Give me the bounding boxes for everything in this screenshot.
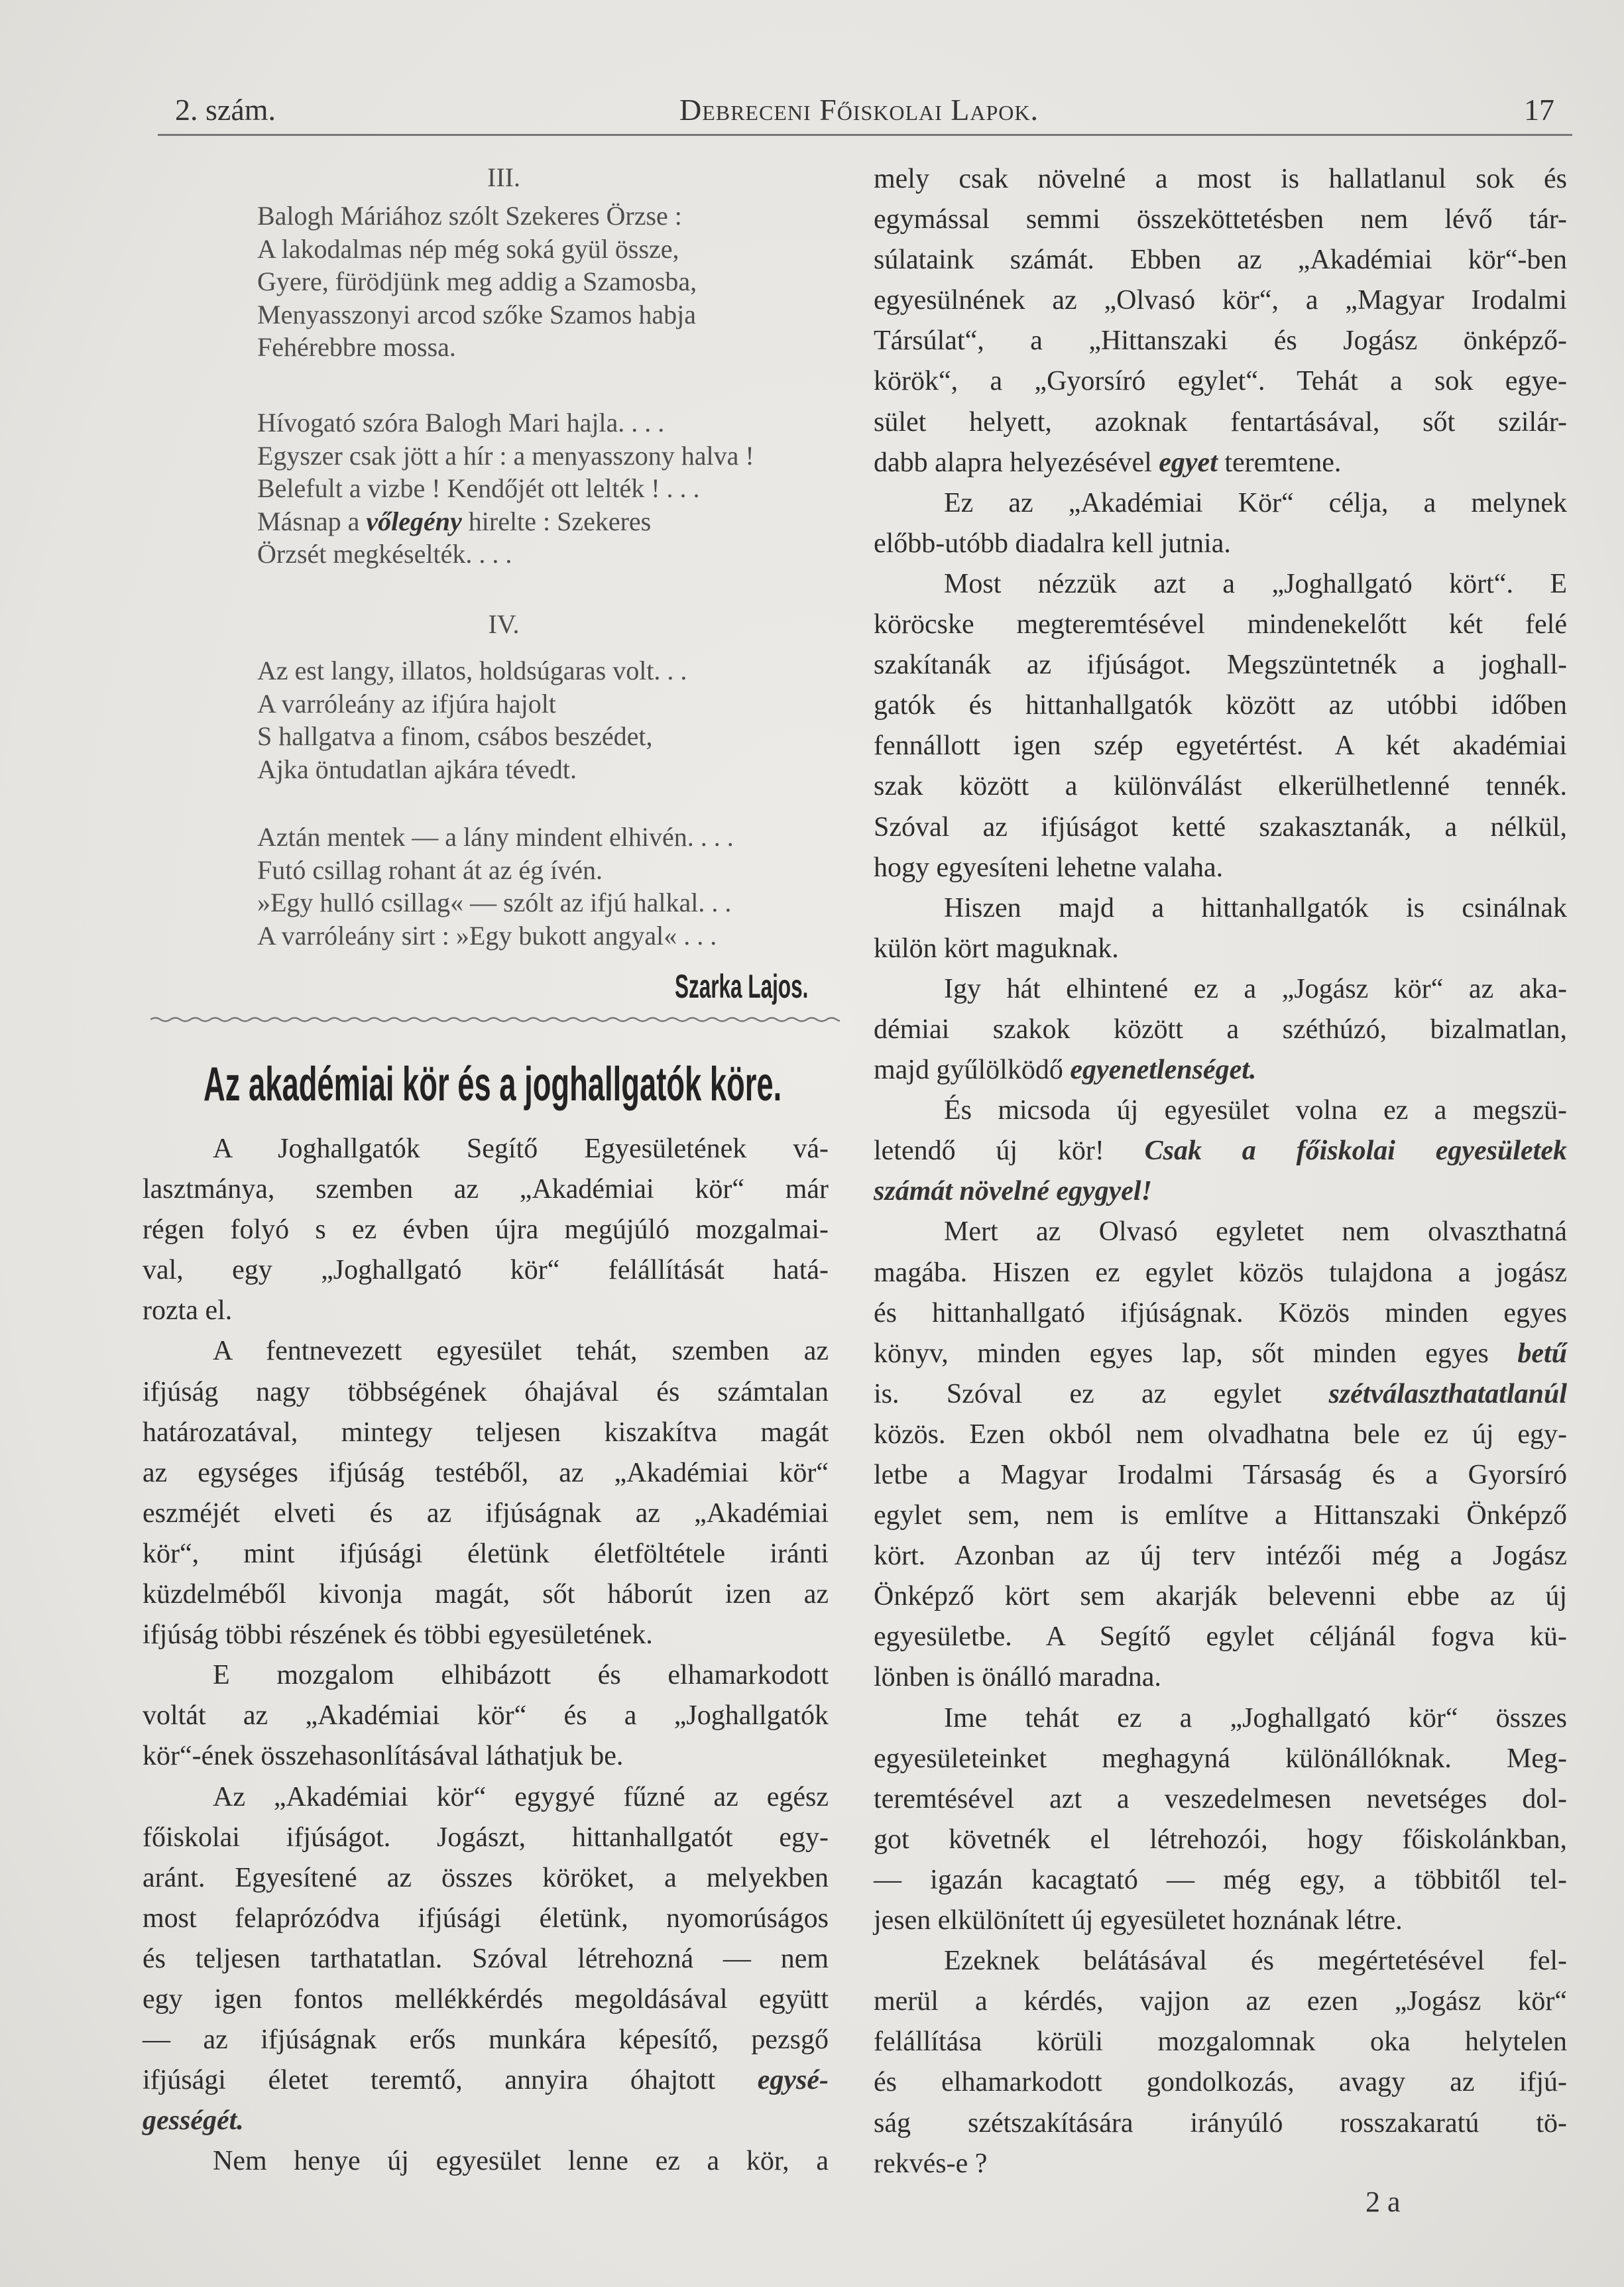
text-line: kört. Azonban az új terv intézői még a Jogász	[874, 1541, 1567, 1572]
text-line: egyesülnének az „Olvasó kör“, a „Magyar Irodalmi	[874, 285, 1567, 316]
poem-line: Fehérebbre mossa.	[257, 332, 456, 362]
text-line: lönben is önálló maradna.	[874, 1662, 1161, 1693]
text-line: egyesületbe. A Segítő egylet céljánál fogva kü-	[874, 1621, 1567, 1653]
text-line	[143, 2060, 829, 2101]
text-line: jesen elkülönített új egyesületet hoznának létre.	[874, 1905, 1403, 1936]
issue-number: 2. szám.	[175, 93, 276, 127]
text-line: Szóval az ifjúságot ketté szakasztanák, a nélkül,	[874, 811, 1567, 843]
poem-section-number: III.	[487, 162, 520, 192]
text-segment: majd gyűlölködő	[874, 1055, 1071, 1086]
text-segment: könyv, minden egyes lap, sőt minden egyes	[874, 1338, 1518, 1369]
text-line	[874, 443, 1567, 483]
paragraph	[143, 1777, 829, 2142]
text-segment: Másnap a	[257, 506, 367, 536]
poem-line: A varróleány sirt : »Egy bukott angyal« . . .	[257, 920, 717, 951]
text-line: Most nézzük azt a „Joghallgató kört“. E	[944, 568, 1567, 599]
text-line: Igy hát elhintené ez a „Jogász kör“ az aka-	[944, 973, 1567, 1004]
text-line: egylet sem, nem is említve a Hittanszaki Önképző	[874, 1500, 1567, 1531]
paragraph	[874, 1941, 1567, 2184]
text-line: ifjúság többi részének és többi egyesületének.	[143, 1619, 653, 1651]
text-line: Önképző kört sem akarják belevenni ebbe az új	[874, 1581, 1567, 1612]
poem-line: Egyszer csak jött a hír : a menyasszony halva !	[257, 440, 754, 471]
italic-text: egyet	[1159, 447, 1218, 478]
text-line: egyesületeinket meghagyná különállóknak. Meg-	[874, 1743, 1567, 1774]
text-line	[874, 1171, 1567, 1212]
poem-line: Ajka öntudatlan ajkára tévedt.	[257, 754, 577, 784]
text-line: határozatával, mintegy teljesen kiszakítva magát	[143, 1417, 829, 1448]
text-line: magába. Hiszen ez egylet közös tulajdona a jogász	[874, 1257, 1567, 1288]
text-line: külön kört maguknak.	[874, 933, 1119, 964]
text-line: A Joghallgatók Segítő Egyesületének vá-	[213, 1134, 829, 1164]
text-line: démiai szakok között a széthúzó, bizalmatlan,	[874, 1014, 1567, 1045]
text-line: köröcske megteremtésével mindenekelőtt két felé	[874, 609, 1567, 640]
poem-line	[257, 505, 651, 538]
text-line: küzdelméből kivonja magát, sőt háborút izen az	[143, 1579, 829, 1610]
text-line: rozta el.	[143, 1295, 233, 1326]
poem-line: A lakodalmas nép még soká gyül össze,	[257, 233, 679, 264]
text-line: Társúlat“, a „Hittanszaki és Jogász önképző-	[874, 325, 1567, 357]
poem-section-number: IV.	[488, 609, 520, 639]
text-line: sület helyett, azoknak fentartásával, sőt szilár-	[874, 406, 1567, 438]
paragraph	[874, 888, 1567, 969]
italic-text: egyenetlenséget.	[1070, 1055, 1257, 1086]
masthead-title: Debreceni Főiskolai Lapok.	[679, 93, 1039, 127]
text-line: fennállott igen szép egyetértést. A két akadémiai	[874, 731, 1567, 762]
italic-text: szétválaszthatatlanúl	[1328, 1378, 1567, 1409]
text-line: A fentnevezett egyesület tehát, szemben az	[213, 1336, 829, 1367]
poem-line: Menyasszonyi arcod szőke Szamos habja	[257, 299, 697, 329]
article-column-left	[143, 1129, 829, 2182]
page-number: 17	[1524, 93, 1554, 127]
poem-line: Aztán mentek — a lány mindent elhivén. . . .	[257, 822, 734, 852]
text-segment: letendő új kör!	[874, 1136, 1145, 1167]
paragraph	[874, 1698, 1567, 1942]
poem-line: Örzsét megkéselték. . . .	[257, 539, 512, 569]
text-line: most felaprózódva ifjúsági életünk, nyomorúságos	[143, 1903, 829, 1934]
text-line: eszméjét elveti és az ifjúságnak az „Akadémiai	[143, 1497, 829, 1529]
poem-author: Szarka Lajos.	[675, 968, 809, 1005]
paragraph	[143, 1655, 829, 1777]
text-line: mely csak növelné a most is hallatlanul sok és	[874, 164, 1567, 194]
text-line: és teljesen tarthatatlan. Szóval létrehozná — nem	[143, 1943, 829, 1974]
italic-text: Csak a főiskolai egyesületek	[1144, 1136, 1567, 1167]
text-line: ifjúság nagy többségének óhajával és számtalan	[143, 1376, 829, 1407]
poem-line: S hallgatva a finom, csábos beszédet,	[257, 721, 653, 751]
text-line	[874, 1334, 1567, 1374]
text-line: Ez az „Akadémiai Kör“ célja, a melynek	[944, 487, 1567, 518]
poem-line: Balogh Máriához szólt Szekeres Örzse :	[257, 201, 682, 231]
text-line: rekvés-e ?	[874, 2148, 988, 2179]
paragraph	[874, 159, 1567, 483]
header-rule	[158, 134, 1572, 136]
text-line: előbb-utóbb diadalra kell jutnia.	[874, 528, 1231, 559]
text-line: felállítása körüli mozgalomnak oka helytelen	[874, 2026, 1567, 2058]
text-line	[143, 2101, 829, 2141]
text-line	[874, 1131, 1567, 1171]
text-line: E mozgalom elhibázott és elhamarkodott	[213, 1660, 829, 1691]
text-line: aránt. Egyesítené az összes köröket, a melyekben	[143, 1862, 829, 1893]
text-line: régen folyó s ez évben újra megújúló mozgalmai-	[143, 1214, 829, 1246]
paragraph	[143, 1129, 829, 1331]
text-line: körök“, a „Gyorsíró egylet“. Tehát a sok egye-	[874, 366, 1567, 397]
poem-line: »Egy hulló csillag« — szólt az ifjú halkal. . .	[257, 888, 732, 917]
paragraph	[874, 1090, 1567, 1212]
text-line: közös. Ezen okból nem olvadhatna bele ez új egy-	[874, 1419, 1567, 1450]
poem-line: Gyere, fürödjünk meg addig a Szamosba,	[257, 266, 697, 296]
italic-text: számát növelné egygyel!	[874, 1176, 1152, 1207]
italic-text: vőlegény	[366, 506, 462, 536]
text-line: got követnék el létrehozói, hogy főiskolánkban,	[874, 1824, 1567, 1855]
text-segment: dabb alapra helyezésével	[874, 447, 1159, 478]
poem-line: A varróleány az ifjúra hajolt	[257, 688, 556, 719]
text-line: val, egy „Joghallgató kör“ felállítását hatá-	[143, 1255, 829, 1286]
text-line: súlataink számát. Ebben az „Akadémiai kör“-ben	[874, 245, 1567, 276]
text-line: Az „Akadémiai kör“ egygyé fűzné az egész	[213, 1781, 829, 1812]
text-line: szakítanák az ifjúságot. Megszüntetnék a joghall-	[874, 650, 1567, 681]
text-line: kör“-ének összehasonlításával láthatjuk be.	[143, 1741, 624, 1772]
paragraph	[143, 1331, 829, 1655]
text-line: kör“, mint ifjúsági életünk életföltétele iránti	[143, 1538, 829, 1569]
paragraph	[874, 1212, 1567, 1698]
text-segment: teremtene.	[1217, 447, 1342, 478]
text-line: — az ifjúságnak erős munkára képesítő, pezsgő	[143, 2024, 829, 2056]
text-line: — igazán kacagtató — még egy, a többitől tel-	[874, 1864, 1567, 1895]
paragraph	[874, 969, 1567, 1090]
paragraph	[143, 2141, 829, 2182]
text-line: teremtésével azt a veszedelmesen nevetséges dol-	[874, 1783, 1567, 1814]
text-line: ság szétszakítására irányúló rosszakaratú tö-	[874, 2107, 1567, 2139]
text-line: merül a kérdés, vajjon az ezen „Jogász kör“	[874, 1986, 1567, 2017]
paragraph	[874, 483, 1567, 564]
text-line: egymással semmi összeköttetésben nem lévő tár-	[874, 204, 1567, 235]
italic-text: betű	[1517, 1338, 1567, 1369]
italic-text: gességét.	[143, 2105, 244, 2137]
text-segment: ifjúsági életet teremtő, annyira óhajtott	[143, 2065, 758, 2096]
text-line: az egységes ifjúság testéből, az „Akadémiai kör“	[143, 1457, 829, 1488]
poem-line: Futó csillag rohant át az ég ívén.	[257, 854, 603, 885]
paragraph	[874, 564, 1567, 888]
text-line: voltát az „Akadémiai kör“ és a „Joghallgatók	[143, 1700, 829, 1731]
text-segment: hirelte : Szekeres	[461, 506, 652, 536]
text-line: Nem henye új egyesület lenne ez a kör, a	[213, 2146, 829, 2177]
printer-signature-mark: 2 a	[1365, 2186, 1401, 2218]
text-line: letbe a Magyar Irodalmi Társaság és a Gyorsíró	[874, 1460, 1567, 1490]
text-line: hogy egyesíteni lehetne valaha.	[874, 852, 1224, 883]
poem-line: Az est langy, illatos, holdsúgaras volt. . .	[257, 656, 687, 685]
text-line: Hiszen majd a hittanhallgatók is csinálnak	[944, 892, 1567, 923]
text-line	[874, 1050, 1567, 1090]
text-line	[874, 1374, 1567, 1415]
wavy-divider-line	[150, 1018, 840, 1022]
text-line: lasztmánya, szemben az „Akadémiai kör“ már	[143, 1174, 829, 1205]
poem-line: Hívogató szóra Balogh Mari hajla. . . .	[257, 408, 665, 438]
italic-text: egysé-	[757, 2065, 829, 2096]
text-line: és elhamarkodott gondolkozás, avagy az ifjú-	[874, 2067, 1567, 2098]
text-line: Ime tehát ez a „Joghallgató kör“ összes	[944, 1702, 1567, 1733]
text-line: főiskolai ifjúságot. Jogászt, hittanhallgatót egy-	[143, 1822, 829, 1853]
text-line: gatók és hittanhallgatók között az utóbbi időben	[874, 690, 1567, 721]
text-line: egy igen fontos mellékkérdés megoldásával együtt	[143, 1983, 829, 2015]
article-column-right	[874, 159, 1567, 2184]
text-line: Mert az Olvasó egyletet nem olvaszthatná	[944, 1216, 1567, 1248]
text-line: És micsoda új egyesület volna ez a megszü-	[944, 1095, 1567, 1126]
text-segment: is. Szóval ez az egylet	[874, 1378, 1329, 1409]
wavy-divider	[150, 1013, 840, 1026]
text-line: Ezeknek belátásával és megértetésével fel-	[944, 1946, 1567, 1977]
text-line: és hittanhallgató ifjúságnak. Közös minden egyes	[874, 1297, 1567, 1328]
article-title: Az akadémiai kör és a joghallgatók köre.	[203, 1058, 782, 1111]
poem-line: Belefult a vizbe ! Kendőjét ott lelték ! . . .	[257, 473, 700, 503]
text-line: szak között a különválást elkerülhetlenné tennék.	[874, 771, 1567, 802]
